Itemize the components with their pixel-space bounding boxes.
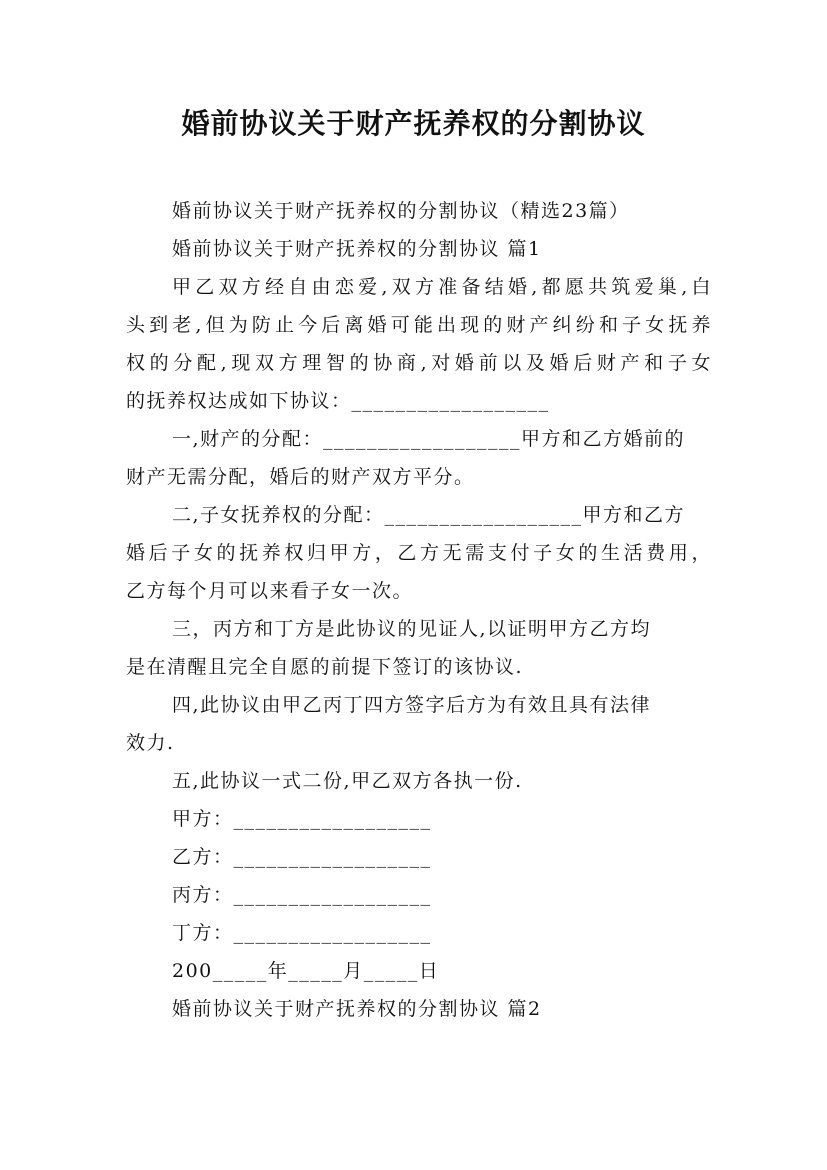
section-heading-2: 婚前协议关于财产抚养权的分割协议 篇2 — [172, 998, 542, 1020]
signature-party-b: 乙方：__________________ — [172, 846, 432, 868]
clause-custody-line: 二,子女抚养权的分配：__________________甲方和乙方 — [172, 504, 686, 526]
clause-property-line: 一,财产的分配：__________________甲方和乙方婚前的 — [172, 428, 686, 450]
paragraph-line: 权的分配,现双方理智的协商,对婚前以及婚后财产和子女 — [126, 352, 712, 374]
paragraph-line: 头到老,但为防止今后离婚可能出现的财产纠纷和子女抚养 — [126, 314, 712, 336]
section-heading-1: 婚前协议关于财产抚养权的分割协议 篇1 — [172, 238, 542, 260]
document-body — [126, 192, 712, 1028]
clause-copies-line: 五,此协议一式二份,甲乙双方各执一份. — [172, 770, 523, 792]
clause-witness-line: 是在清醒且完全自愿的前提下签订的该协议. — [126, 656, 524, 678]
clause-property-line: 财产无需分配，婚后的财产双方平分。 — [126, 466, 475, 488]
clause-validity-line: 四,此协议由甲乙丙丁四方签字后方为有效且具有法律 — [172, 694, 652, 716]
document-title: 婚前协议关于财产抚养权的分割协议 — [181, 107, 646, 140]
clause-witness-line: 三，丙方和丁方是此协议的见证人,以证明甲方乙方均 — [172, 618, 652, 640]
signature-party-c: 丙方：__________________ — [172, 884, 432, 906]
paragraph-line: 的抚养权达成如下协议：__________________ — [126, 390, 550, 412]
clause-custody-line: 婚后子女的抚养权归甲方，乙方无需支付子女的生活费用， — [126, 542, 712, 564]
clause-custody-line: 乙方每个月可以来看子女一次。 — [126, 580, 414, 602]
paragraph-line: 甲乙双方经自由恋爱,双方准备结婚,都愿共筑爱巢,白 — [172, 276, 712, 298]
signature-party-a: 甲方：__________________ — [172, 808, 432, 830]
signature-party-d: 丁方：__________________ — [172, 922, 432, 944]
signature-date: 200_____年_____月_____日 — [172, 960, 440, 982]
subtitle-line: 婚前协议关于财产抚养权的分割协议（精选23篇） — [172, 200, 630, 222]
clause-validity-line: 效力. — [126, 732, 175, 754]
